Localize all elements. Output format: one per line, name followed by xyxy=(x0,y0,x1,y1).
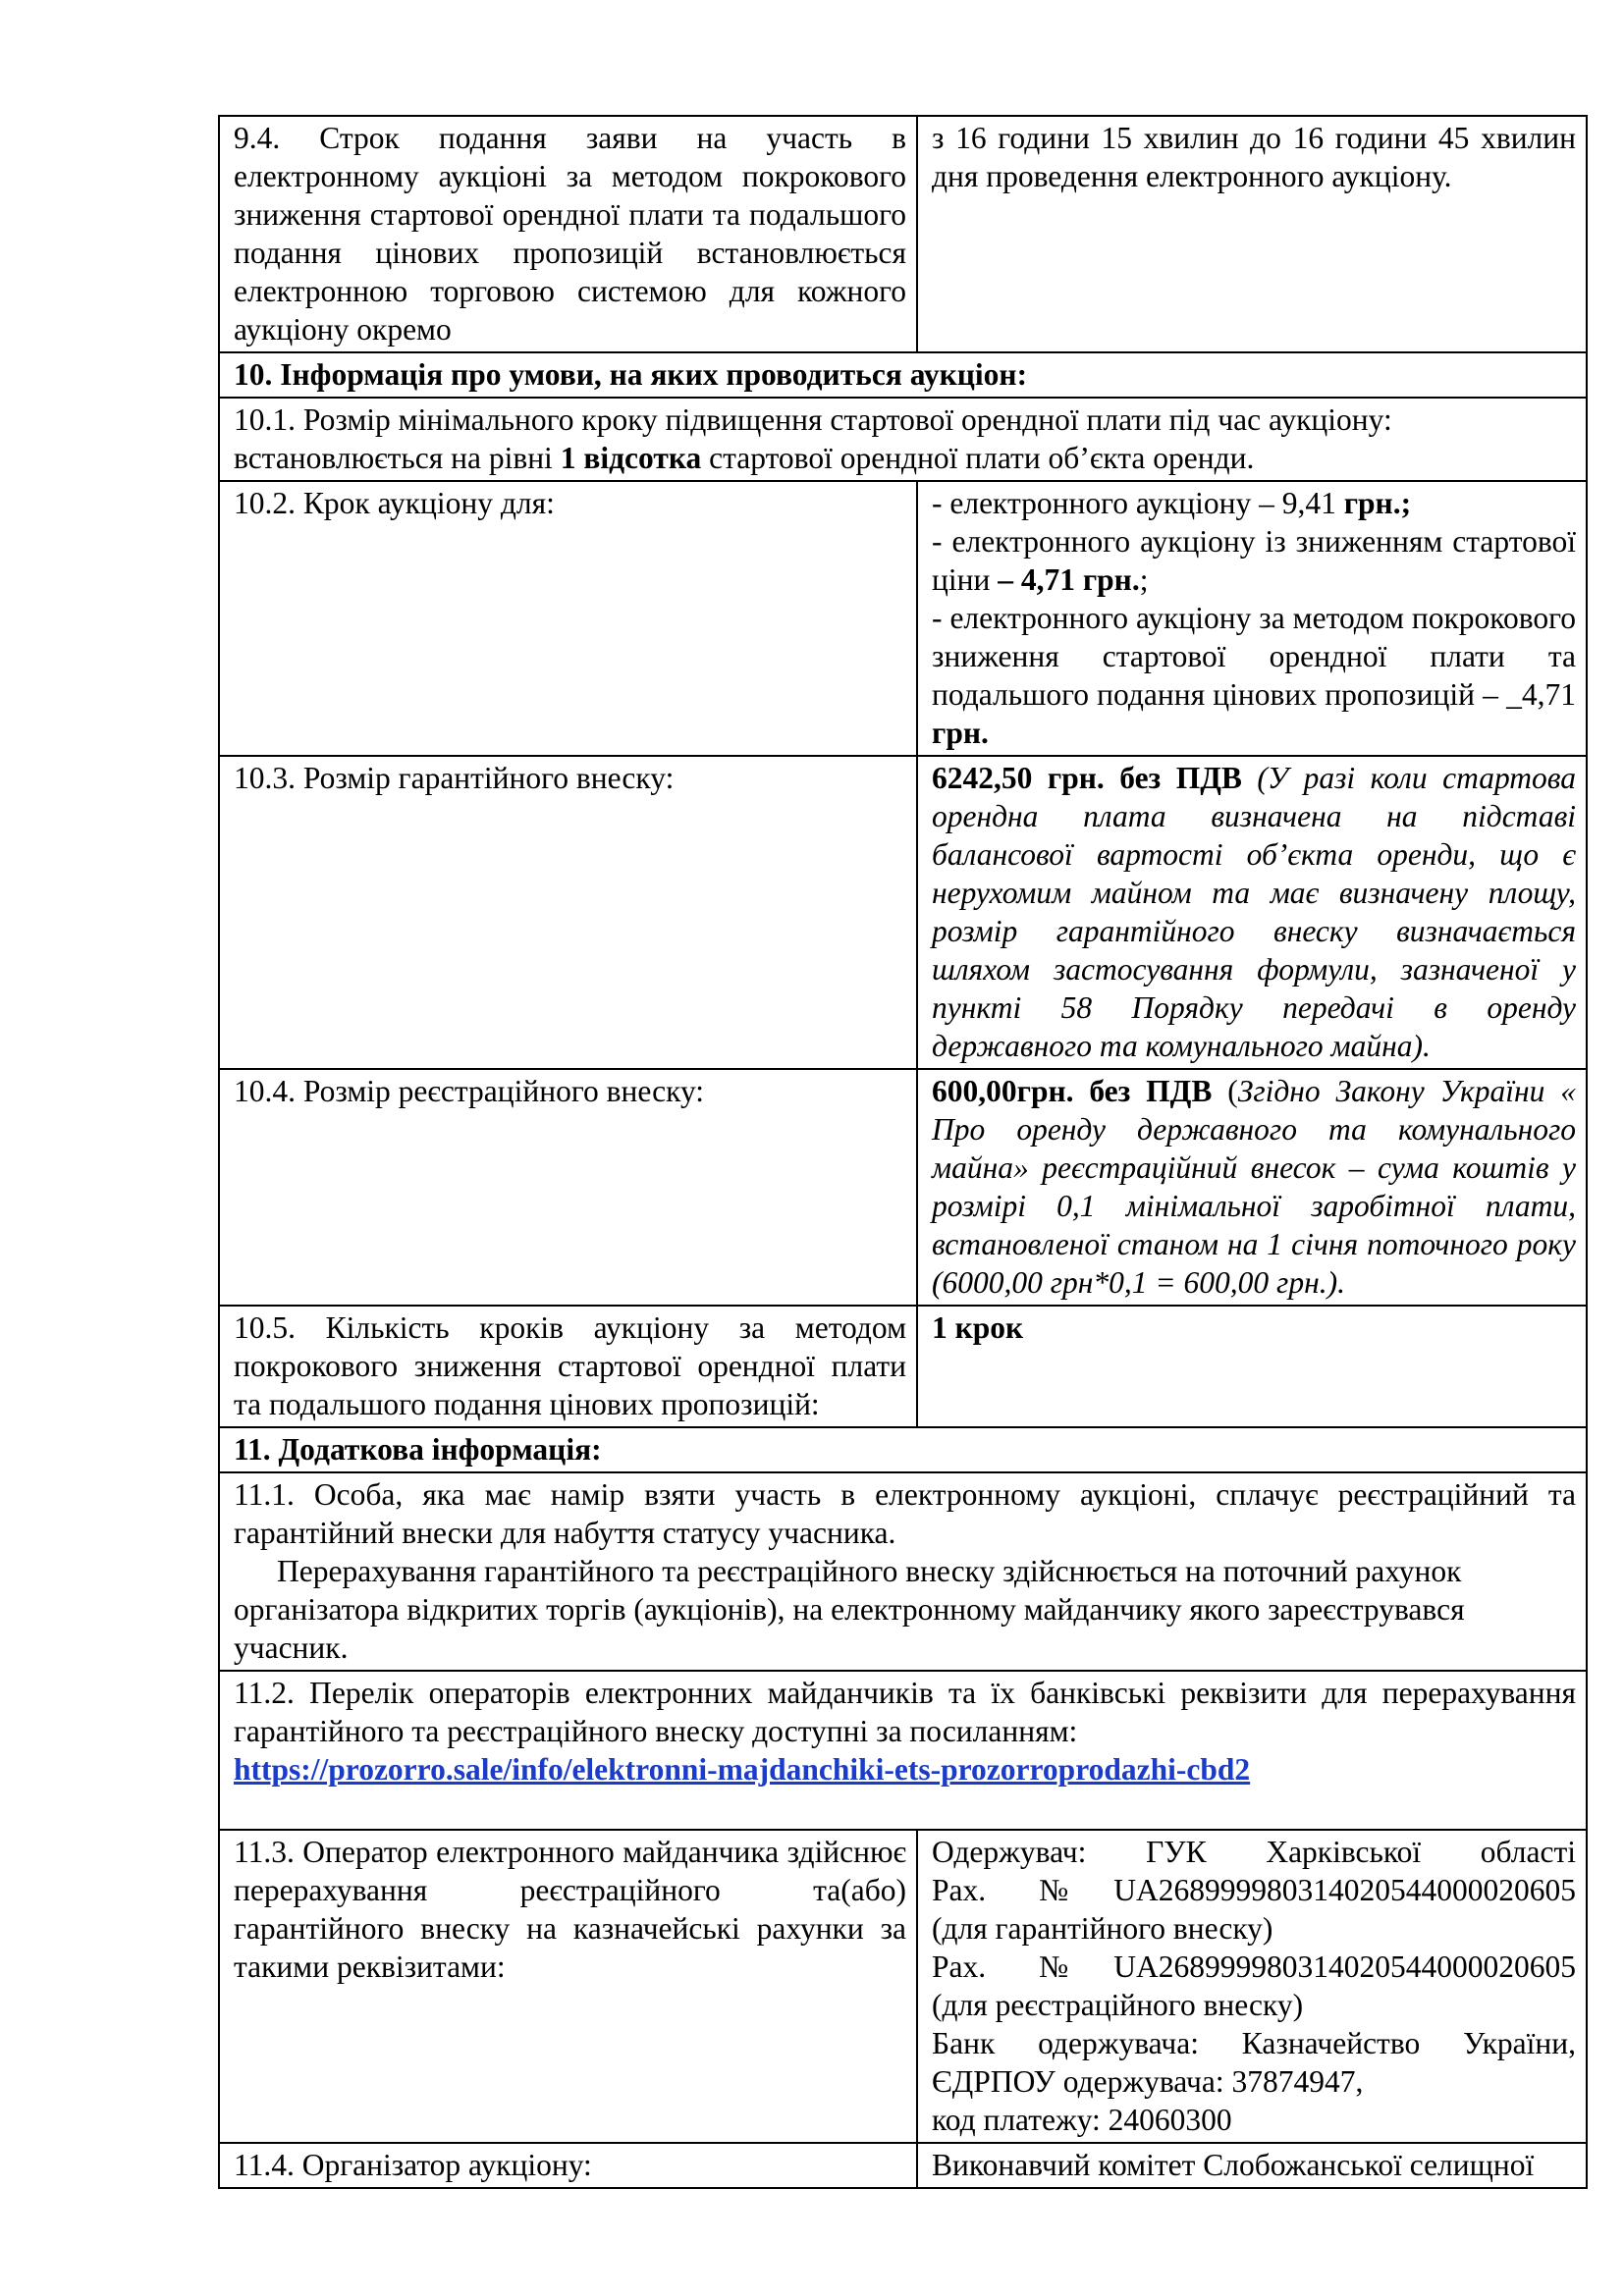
section-10-heading: 10. Інформація про умови, на яких проводиться аукціон: xyxy=(219,352,1587,398)
text-10-1-b: стартової орендної плати об’єкта оренди. xyxy=(701,441,1255,475)
cell-9-4-value: з 16 години 15 хвилин до 16 години 45 хвилин дня проведення електронного аукціону. xyxy=(917,116,1587,352)
section-10-heading-row xyxy=(219,352,1587,398)
text-11-1-p1: 11.1. Особа, яка має намір взяти участь в електронному аукціоні, сплачує реєстраційний та гарантійний внески для набуття статусу учасника. xyxy=(234,1477,1576,1550)
step-item-2 xyxy=(932,522,1576,599)
auction-info-table xyxy=(218,115,1588,2189)
step-item-3-bold: грн. xyxy=(932,716,989,750)
account-registration-note: (для реєстраційного внеску) xyxy=(932,1988,1304,2022)
cell-10-2-value xyxy=(917,481,1587,756)
text-11-2: 11.2. Перелік операторів електронних майданчиків та їх банківські реквізити для перерахування гарантійного та реєстраційного внеску доступні за посиланням: xyxy=(234,1676,1576,1748)
row-10-4 xyxy=(219,1069,1587,1306)
row-11-1 xyxy=(219,1472,1587,1671)
section-11-heading-row xyxy=(219,1427,1587,1472)
step-item-3-text: - електронного аукціону за методом покрокового зниження стартової орендної плати та подальшого подання цінових пропозицій – _4,71 xyxy=(932,601,1576,712)
account-guarantee-line: Рах. №UA268999980314020544000020605 xyxy=(932,1873,1576,1907)
guarantee-amount: 6242,50 грн. без ПДВ xyxy=(932,761,1242,795)
step-item-1-bold: грн.; xyxy=(1343,486,1412,520)
registration-amount: 600,00грн. без ПДВ xyxy=(932,1074,1213,1108)
cell-10-4-value xyxy=(917,1069,1587,1306)
section-11-heading: 11. Додаткова інформація: xyxy=(219,1427,1587,1472)
row-10-3 xyxy=(219,756,1587,1069)
step-item-2-bold: – 4,71 грн. xyxy=(998,562,1140,597)
text-10-1-a: 10.1. Розмір мінімального кроку підвищення стартової орендної плати під час аукціону: встановлюється на рівні xyxy=(234,402,1392,475)
text-10-1-bold: 1 відсотка xyxy=(560,441,702,475)
document-page xyxy=(218,115,1588,2189)
cell-11-2 xyxy=(219,1671,1587,1830)
row-11-2 xyxy=(219,1671,1587,1830)
row-10-1 xyxy=(219,398,1587,481)
spacer xyxy=(234,1789,1576,1826)
row-10-5 xyxy=(219,1306,1587,1427)
registration-note: Згідно Закону України « Про оренду державного та комунального майна» реєстраційний внесок – сума коштів у розмірі 0,1 мінімальної заробітної плати, встановленої станом на 1 січня поточного року (6000,00 грн*0,1 = 600,00 грн.). xyxy=(932,1074,1576,1300)
cell-11-3-value xyxy=(917,1830,1587,2143)
row-11-3 xyxy=(219,1830,1587,2143)
text-11-1-p2: Перерахування гарантійного та реєстраційного внеску здійснюється на поточний рахунок організатора відкритих торгів (аукціонів), на електронному майданчику якого зареєструвався учасник. xyxy=(234,1554,1465,1665)
row-10-2 xyxy=(219,481,1587,756)
cell-9-4-label: 9.4. Строк подання заяви на участь в електронному аукціоні за методом покрокового зниження стартової орендної плати та подальшого подання цінових пропозицій встановлюється електронною торговою системою для кожного аукціону окремо xyxy=(219,116,917,352)
cell-10-5-value: 1 крок xyxy=(917,1306,1587,1427)
cell-10-2-label: 10.2. Крок аукціону для: xyxy=(219,481,917,756)
cell-11-4-value: Виконавчий комітет Слобожанської селищної xyxy=(917,2143,1587,2188)
row-9-4 xyxy=(219,116,1587,352)
recipient-line: Одержувач: ГУК Харківської області xyxy=(932,1835,1576,1869)
guarantee-note: (У разі коли стартова орендна плата визначена на підставі балансової вартості об’єкта оренди, що є нерухомим майном та має визначену площу, розмір гарантійного внеску визначається шляхом застосування формули, зазначеної у пункті 58 Порядку передачі в оренду державного та комунального майна). xyxy=(932,761,1576,1063)
step-item-3 xyxy=(932,599,1576,752)
cell-10-4-label: 10.4. Розмір реєстраційного внеску: xyxy=(219,1069,917,1306)
cell-10-1 xyxy=(219,398,1587,481)
cell-10-3-label: 10.3. Розмір гарантійного внеску: xyxy=(219,756,917,1069)
step-item-1 xyxy=(932,484,1576,522)
bank-line: Банк одержувача: Казначейство України, xyxy=(932,2026,1576,2060)
step-item-2-text: - електронного аукціону із зниженням стартової ціни xyxy=(932,524,1576,597)
account-guarantee-note: (для гарантійного внеску) xyxy=(932,1911,1273,1946)
cell-11-1 xyxy=(219,1472,1587,1671)
cell-10-3-value xyxy=(917,756,1587,1069)
operators-link[interactable]: https://prozorro.sale/info/elektronni-majdanchiki-ets-prozorroprodazhi-cbd2 xyxy=(234,1752,1251,1787)
account-registration-line: Рах. №UA268999980314020544000020605 xyxy=(932,1949,1576,1984)
step-item-2-tail: ; xyxy=(1139,562,1149,597)
cell-11-4-label: 11.4. Організатор аукціону: xyxy=(219,2143,917,2188)
edrpou-line: ЄДРПОУ одержувача: 37874947, xyxy=(932,2064,1364,2099)
step-item-1-text: - електронного аукціону – 9,41 xyxy=(932,486,1344,520)
registration-paren: ( xyxy=(1212,1074,1238,1108)
row-11-4 xyxy=(219,2143,1587,2188)
cell-10-5-label: 10.5. Кількість кроків аукціону за методом покрокового зниження стартової орендної плати та подальшого подання цінових пропозицій: xyxy=(219,1306,917,1427)
payment-code-line: код платежу: 24060300 xyxy=(932,2103,1232,2137)
cell-11-3-label: 11.3. Оператор електронного майданчика здійснює перерахування реєстраційного та(або) гарантійного внеску на казначейські рахунки за такими реквізитами: xyxy=(219,1830,917,2143)
